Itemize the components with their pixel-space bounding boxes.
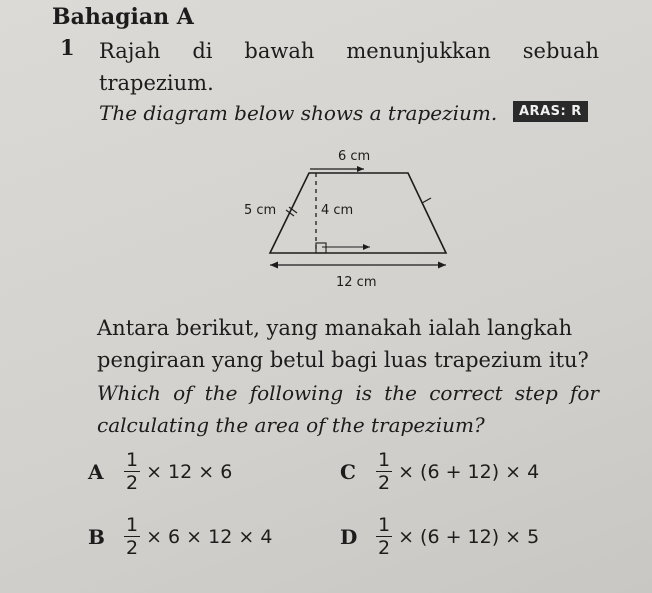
trapezium-diagram [230, 140, 470, 300]
fraction-numerator: 1 [126, 514, 139, 536]
half-fraction [376, 515, 392, 558]
slant-side-label: 5 cm [244, 203, 277, 218]
option-letter: D [340, 524, 358, 549]
option-d[interactable] [340, 515, 539, 558]
section-title: Bahagian A [52, 4, 194, 30]
fraction-denominator: 2 [126, 537, 139, 559]
fraction-numerator: 1 [378, 449, 391, 471]
question-ask-english: Which of the following is the correct step for calculating the area of the trapezium? [97, 381, 599, 437]
fraction-denominator: 2 [126, 472, 139, 494]
half-fraction [124, 450, 140, 493]
difficulty-level-badge: ARAS: R [513, 101, 588, 122]
option-expression [376, 515, 539, 558]
base-inner-arrow-head [363, 244, 370, 250]
option-expression-rest: × 6 × 12 × 4 [146, 525, 273, 548]
option-expression [124, 450, 232, 493]
right-side-tick [422, 198, 431, 203]
option-c[interactable] [340, 450, 539, 493]
option-letter: C [340, 459, 356, 484]
question-statement-malay: Rajah di bawah menunjukkan sebuah trapezium. [99, 39, 599, 95]
question-statement-english: The diagram below shows a trapezium. [99, 101, 498, 125]
base-dimension-arrow-right [438, 262, 446, 269]
option-letter: B [88, 524, 105, 549]
top-side-arrow-head [357, 166, 364, 172]
option-b[interactable] [88, 515, 272, 558]
option-letter: A [88, 459, 104, 484]
half-fraction [124, 515, 140, 558]
height-label: 4 cm [321, 203, 354, 218]
fraction-numerator: 1 [378, 514, 391, 536]
question-number: 1 [60, 35, 75, 60]
fraction-denominator: 2 [378, 537, 391, 559]
top-side-label: 6 cm [338, 149, 371, 164]
half-fraction [376, 450, 392, 493]
fraction-numerator: 1 [126, 449, 139, 471]
question-ask-malay: Antara berikut, yang manakah ialah langkah pengiraan yang betul bagi luas trapezium itu? [97, 316, 589, 372]
option-expression-rest: × (6 + 12) × 5 [398, 525, 540, 548]
base-label: 12 cm [336, 275, 377, 290]
right-angle-mark [316, 243, 326, 253]
option-expression-rest: × (6 + 12) × 4 [398, 460, 540, 483]
fraction-denominator: 2 [378, 472, 391, 494]
base-dimension-arrow-left [270, 262, 278, 269]
option-expression-rest: × 12 × 6 [146, 460, 233, 483]
option-expression [124, 515, 272, 558]
option-a[interactable] [88, 450, 232, 493]
option-expression [376, 450, 539, 493]
